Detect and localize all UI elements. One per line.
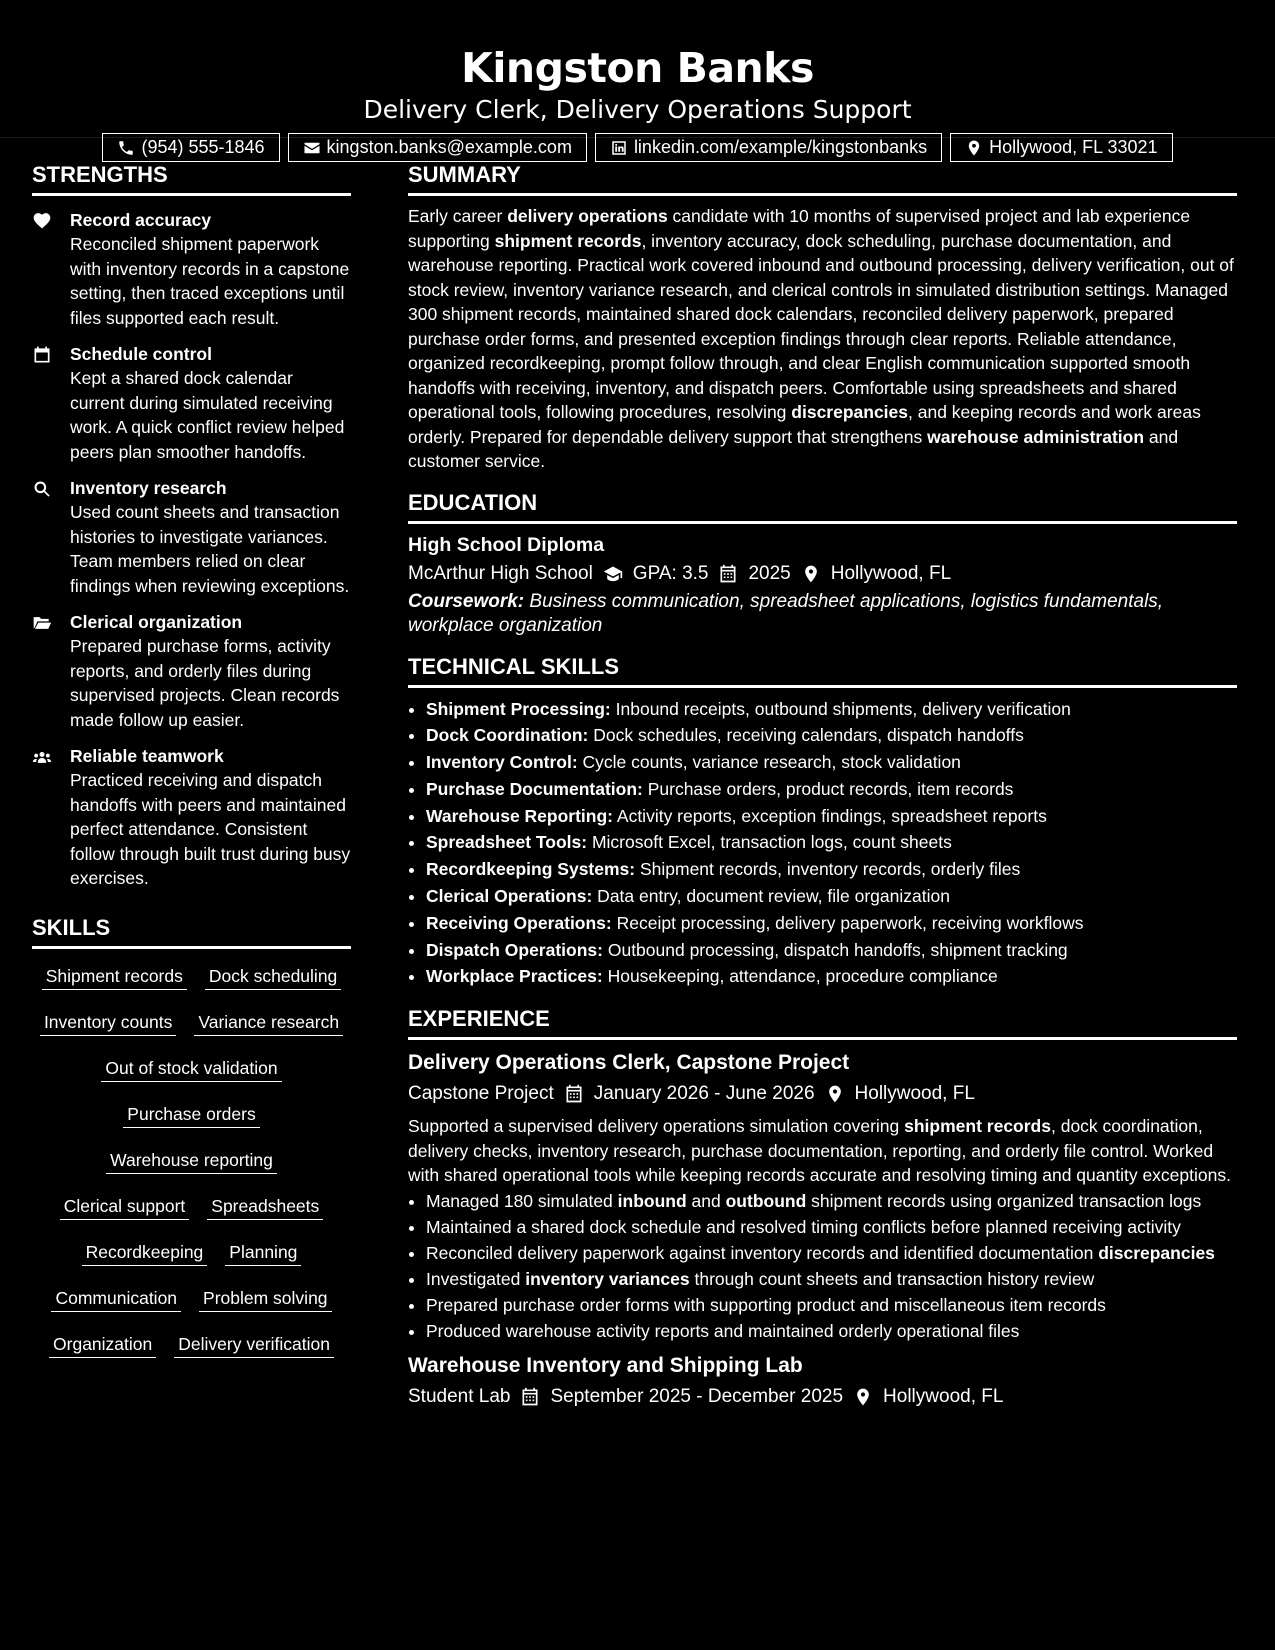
text-span: Prepared purchase order forms with supporting product and miscellaneous item records xyxy=(426,1294,1106,1315)
skill-category: Recordkeeping Systems: xyxy=(426,859,636,880)
strengths-heading: STRENGTHS xyxy=(32,162,351,196)
gpa: GPA: 3.5 xyxy=(632,562,709,584)
strength-title: Schedule control xyxy=(70,344,212,364)
strength-title: Record accuracy xyxy=(70,210,212,230)
skill-category: Shipment Processing: xyxy=(426,698,611,719)
skill-tags xyxy=(32,957,351,1358)
strength-item xyxy=(32,610,351,732)
skill-category: Clerical Operations: xyxy=(426,886,593,907)
coursework xyxy=(408,590,1237,638)
job-meta xyxy=(408,1078,1237,1110)
technical-skill-item xyxy=(426,937,1237,964)
job-bullet xyxy=(426,1215,1237,1240)
job-location: Hollywood, FL xyxy=(883,1386,1004,1408)
heart-icon xyxy=(32,211,52,231)
right-column xyxy=(408,138,1237,1413)
skill-values: Activity reports, exception findings, spreadsheet reports xyxy=(613,805,1047,826)
technical-skills-heading: TECHNICAL SKILLS xyxy=(408,654,1237,688)
bold-text: inventory variances xyxy=(525,1268,690,1289)
skill-values: Dock schedules, receiving calendars, dispatch handoffs xyxy=(588,725,1024,746)
job-organization: Capstone Project xyxy=(408,1083,554,1105)
strength-item xyxy=(32,476,351,598)
school-name: McArthur High School xyxy=(408,562,593,584)
text-span: Investigated xyxy=(426,1268,526,1289)
skill-category: Receiving Operations: xyxy=(426,912,612,933)
left-column xyxy=(32,138,351,1413)
degree-title: High School Diploma xyxy=(408,533,605,556)
text-span: through count sheets and transaction history review xyxy=(689,1268,1095,1289)
technical-skill-item xyxy=(426,696,1237,723)
job-description xyxy=(408,1114,1237,1188)
strength-body xyxy=(70,342,351,464)
bold-text: warehouse administration xyxy=(927,426,1145,447)
text-span: Reconciled delivery paperwork against inventory records and identified documentation xyxy=(426,1242,1099,1263)
bold-text: discrepancies xyxy=(791,402,909,422)
job-bullet xyxy=(426,1293,1237,1318)
linkedin-text: linkedin.com/example/kingstonbanks xyxy=(633,137,928,157)
job-bullet xyxy=(426,1241,1237,1266)
strength-icon-wrap xyxy=(32,610,70,732)
skill-tag: Inventory counts xyxy=(40,1011,176,1036)
skill-values: Microsoft Excel, transaction logs, count sheets xyxy=(587,832,952,853)
technical-skill-item xyxy=(426,963,1237,990)
skill-category: Dispatch Operations: xyxy=(426,939,603,960)
technical-skill-item xyxy=(426,829,1237,856)
skill-tag: Organization xyxy=(49,1333,156,1358)
skill-category: Dock Coordination: xyxy=(426,725,589,746)
bold-text: outbound xyxy=(725,1190,807,1211)
summary-section xyxy=(408,162,1237,474)
skill-values: Housekeeping, attendance, procedure compliance xyxy=(602,966,998,987)
calendar-icon xyxy=(520,1387,540,1407)
skill-tag: Spreadsheets xyxy=(207,1195,323,1220)
text-span: Managed 180 simulated xyxy=(426,1190,618,1211)
resume-header xyxy=(0,0,1275,157)
skill-values: Outbound processing, dispatch handoffs, shipment tracking xyxy=(602,939,1068,960)
calendar-icon xyxy=(32,345,52,365)
bold-text: discrepancies xyxy=(1098,1242,1215,1263)
skill-category: Inventory Control: xyxy=(426,752,578,773)
skill-category: Workplace Practices: xyxy=(426,966,603,987)
strength-body xyxy=(70,610,351,732)
job-bullet xyxy=(426,1189,1237,1214)
candidate-title: Delivery Clerk, Delivery Operations Support xyxy=(363,95,912,124)
strength-title: Reliable teamwork xyxy=(70,746,224,766)
text-span: shipment records using organized transaction logs xyxy=(806,1190,1202,1211)
strength-body xyxy=(70,476,351,598)
bold-text: shipment records xyxy=(904,1116,1051,1137)
bold-text: inbound xyxy=(617,1190,687,1211)
strength-description: Used count sheets and transaction histories to investigate variances. Team members relied on clear findings when reviewing exceptions. xyxy=(70,502,350,596)
strength-title: Inventory research xyxy=(70,478,227,498)
skill-category: Purchase Documentation: xyxy=(426,778,643,799)
job-bullets xyxy=(408,1189,1237,1344)
skill-values: Purchase orders, product records, item records xyxy=(642,778,1014,799)
skill-tag: Clerical support xyxy=(60,1195,190,1220)
strength-body xyxy=(70,208,351,330)
strength-description: Reconciled shipment paperwork with inventory records in a capstone setting, then traced exceptions until files supported each result. xyxy=(70,234,350,328)
coursework-label: Coursework: xyxy=(408,590,525,612)
job-title: Warehouse Inventory and Shipping Lab xyxy=(408,1354,803,1378)
skill-tag: Delivery verification xyxy=(174,1333,334,1358)
skill-tag: Dock scheduling xyxy=(205,965,341,990)
technical-skills-list xyxy=(408,696,1237,991)
text-span: and xyxy=(686,1190,726,1211)
skill-tag: Planning xyxy=(225,1241,301,1266)
strength-icon-wrap xyxy=(32,744,70,891)
strength-item xyxy=(32,342,351,464)
phone-text: (954) 555-1846 xyxy=(141,137,265,157)
skill-values: Shipment records, inventory records, orderly files xyxy=(635,859,1021,880)
bold-text: delivery operations xyxy=(507,206,668,226)
strength-title: Clerical organization xyxy=(70,612,243,632)
job-bullet xyxy=(426,1319,1237,1344)
text-span: Maintained a shared dock schedule and resolved timing conflicts before planned receiving activity xyxy=(426,1216,1181,1237)
job-organization: Student Lab xyxy=(408,1386,511,1408)
skill-category: Spreadsheet Tools: xyxy=(426,832,588,853)
job-entry xyxy=(408,1351,1237,1413)
summary-heading: SUMMARY xyxy=(408,162,1237,196)
strength-icon-wrap xyxy=(32,476,70,598)
technical-skill-item xyxy=(426,749,1237,776)
technical-skills-section xyxy=(408,654,1237,991)
experience-section xyxy=(408,1006,1237,1413)
strength-description: Prepared purchase forms, activity reports, and orderly files during supervised projects. Clean records made follow up easier. xyxy=(70,636,340,730)
technical-skill-item xyxy=(426,776,1237,803)
skills-heading: SKILLS xyxy=(32,915,351,949)
text-span: , inventory accuracy, dock scheduling, purchase documentation, and warehouse reporting. Practical work covered inbound and outbound processing, delivery verification, out of stock review, inventory variance research, and clerical controls in simulated distribution settings. Managed 300 shipment records, maintained shared dock calendars, reconciled delivery paperwork, prepared purchase order forms, and presented exception findings through clear reports. Reliable attendance, organized recordkeeping, prompt follow through, and clear English communication supported smooth handoffs with receiving, inventory, and dispatch peers. Comfortable using spreadsheets and shared operational tools, following procedures, resolving xyxy=(408,230,1234,422)
technical-skill-item xyxy=(426,722,1237,749)
education-meta xyxy=(408,558,1237,590)
strength-body xyxy=(70,744,351,891)
folder-open-icon xyxy=(32,613,52,633)
job-location: Hollywood, FL xyxy=(854,1083,975,1105)
skill-values: Cycle counts, variance research, stock validation xyxy=(577,752,961,773)
text-span: and customer service. xyxy=(408,426,1179,471)
graduation-year: 2025 xyxy=(748,562,791,584)
graduation-cap-icon xyxy=(603,564,623,584)
text-span: Supported a supervised delivery operations simulation covering xyxy=(408,1116,905,1137)
strength-item xyxy=(32,744,351,891)
skill-category: Warehouse Reporting: xyxy=(426,805,613,826)
education-section xyxy=(408,490,1237,638)
coursework-text: Business communication, spreadsheet applications, logistics fundamentals, workplace organization xyxy=(408,590,1164,636)
map-pin-icon xyxy=(853,1387,873,1407)
skill-tag: Shipment records xyxy=(42,965,187,990)
search-icon xyxy=(32,479,52,499)
skill-tag: Recordkeeping xyxy=(82,1241,208,1266)
skill-values: Receipt processing, delivery paperwork, receiving workflows xyxy=(611,912,1084,933)
text-span: Produced warehouse activity reports and maintained orderly operational files xyxy=(426,1320,1020,1341)
strength-icon-wrap xyxy=(32,208,70,330)
job-entry xyxy=(408,1048,1237,1343)
text-span: candidate with 10 months of supervised project and lab experience supporting xyxy=(408,206,1191,251)
school-location: Hollywood, FL xyxy=(830,562,952,584)
users-icon xyxy=(32,747,52,767)
skill-tag: Out of stock validation xyxy=(101,1057,281,1082)
technical-skill-item xyxy=(426,883,1237,910)
skill-tag: Purchase orders xyxy=(123,1103,259,1128)
bold-text: shipment records xyxy=(494,230,642,251)
text-span: , and keeping records and work areas orderly. Prepared for dependable delivery support that strengthens xyxy=(408,402,1201,447)
skill-tag: Problem solving xyxy=(199,1287,332,1312)
job-bullet xyxy=(426,1267,1237,1292)
technical-skill-item xyxy=(426,910,1237,937)
job-meta xyxy=(408,1381,1237,1413)
technical-skill-item xyxy=(426,803,1237,830)
summary-text xyxy=(408,204,1237,474)
skill-tag: Warehouse reporting xyxy=(106,1149,277,1174)
experience-heading: EXPERIENCE xyxy=(408,1006,1237,1040)
text-span: , dock coordination, delivery checks, inventory research, purchase documentation, reporting, and orderly file control. Worked with shared operational tools while keeping records accurate and resolving timing and quantity exceptions. xyxy=(408,1116,1231,1186)
job-dates: September 2025 - December 2025 xyxy=(550,1386,844,1408)
strength-description: Kept a shared dock calendar current during simulated receiving work. A quick conflict review helped peers plan smoother handoffs. xyxy=(70,368,345,462)
job-title: Delivery Operations Clerk, Capstone Project xyxy=(408,1051,850,1075)
map-pin-icon xyxy=(801,564,821,584)
skills-section xyxy=(32,915,351,1358)
calendar-icon xyxy=(564,1084,584,1104)
technical-skill-item xyxy=(426,856,1237,883)
skill-values: Data entry, document review, file organization xyxy=(592,886,950,907)
skill-tag: Communication xyxy=(51,1287,181,1312)
job-dates: January 2026 - June 2026 xyxy=(593,1083,815,1105)
skill-values: Inbound receipts, outbound shipments, delivery verification xyxy=(610,698,1071,719)
location-text: Hollywood, FL 33021 xyxy=(989,137,1158,157)
strengths-section xyxy=(32,162,351,891)
strength-item xyxy=(32,208,351,330)
strength-icon-wrap xyxy=(32,342,70,464)
education-heading: EDUCATION xyxy=(408,490,1237,524)
text-span: Early career xyxy=(408,206,508,226)
map-pin-icon xyxy=(825,1084,845,1104)
skill-tag: Variance research xyxy=(194,1011,343,1036)
candidate-name: Kingston Banks xyxy=(461,44,814,92)
calendar-icon xyxy=(718,564,738,584)
email-text: kingston.banks@example.com xyxy=(326,137,572,157)
strength-description: Practiced receiving and dispatch handoffs with peers and maintained perfect attendance. Consistent follow through built trust during busy exercises. xyxy=(70,770,351,888)
